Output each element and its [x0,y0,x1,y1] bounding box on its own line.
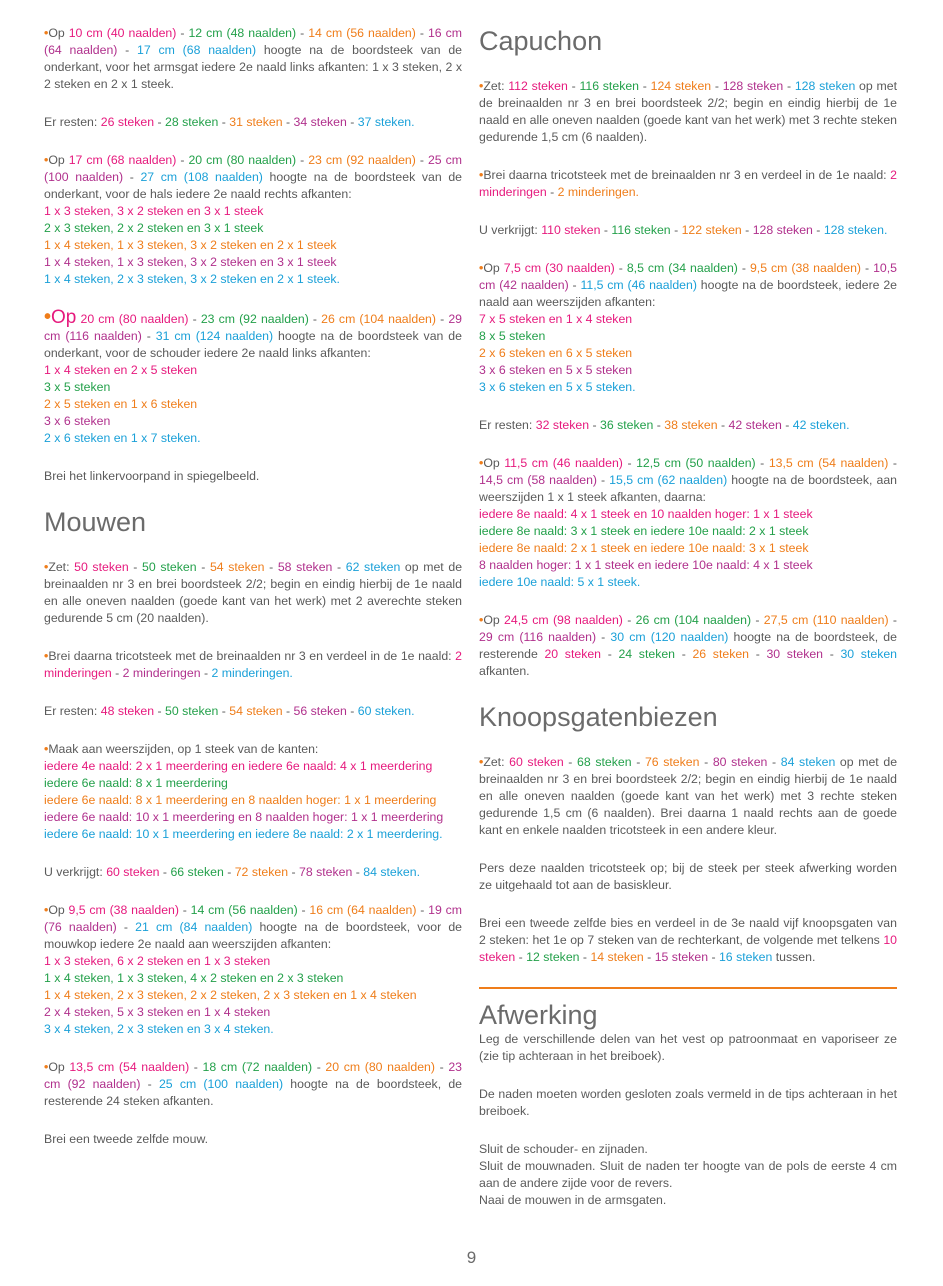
text-run: - [123,170,141,184]
text-run: - [653,418,665,432]
text-run: - [639,79,651,93]
text-run: 56 steken [293,704,347,718]
text-run: - [781,418,793,432]
size-line: 8 naalden hoger: 1 x 1 steek en iedere 10e naald: 4 x 1 steek [479,558,813,572]
text-run: Op [483,456,505,470]
text-run: 25 cm (100 naalden) [44,153,463,184]
text-run: 12 cm (48 naalden) [188,26,297,40]
text-run: 14 steken [590,950,644,964]
instruction-paragraph [44,306,462,447]
text-run: 7,5 cm (30 naalden) [503,261,615,275]
text-run: - [176,26,189,40]
text-run: 13,5 cm (54 naalden) [768,456,889,470]
text-run: 18 cm (72 naalden) [202,1060,313,1074]
size-line: Sluit de mouwnaden. Sluit de naden ter hoogte van de pols de eerste 4 cm aan de andere zijde voor de revers. [479,1159,897,1190]
bullet-dot-icon: • [44,306,52,328]
instruction-paragraph [479,860,897,894]
text-run: 37 steken. [357,115,415,129]
text-run: 23 cm (92 naalden) [44,1060,463,1091]
text-run: hoogte na de boordsteek, de resterende [479,630,897,661]
text-run: Maak aan weerszijden, op 1 steek van de kanten: [48,742,319,756]
instruction-paragraph [479,1086,897,1120]
text-run: op met de breinaalden nr 3 en brei boordsteek 2/2; begin en eindig hierbij de 1e naald en alle oneven naalden (goede kant van het werk) met 3 rechte steken gedurende 1,5 cm (6 naalden). Brei daarna 1 naald rechts aan de goede kant en enkele naalden tricotsteek in een andere kleur. [479,755,898,837]
text-run: Zet: [483,755,510,769]
text-run: - [416,903,429,917]
text-run: Brei daarna tricotsteek met de breinaalden nr 3 en verdeel in de 1e naald: [483,168,891,182]
text-run: 116 steken [579,79,640,93]
instruction-paragraph [44,1131,462,1148]
bullet-dot-icon: • [479,456,484,470]
text-run: - [200,666,212,680]
text-run: 30 steken [766,647,824,661]
size-line: 3 x 4 steken, 2 x 3 steken en 3 x 4 steken. [44,1022,274,1036]
instruction-paragraph [44,114,462,131]
text-run: - [563,755,578,769]
text-run: 50 steken [142,560,197,574]
instruction-paragraph [44,648,462,682]
text-run: - [312,1060,326,1074]
text-run: - [699,755,713,769]
size-line: iedere 6e naald: 10 x 1 meerdering en iedere 8e naald: 2 x 1 meerdering. [44,827,443,841]
text-run: - [196,560,210,574]
text-run: 11,5 cm (46 naalden) [504,456,623,470]
text-run: 38 steken [664,418,718,432]
text-run: 84 steken [780,755,836,769]
size-line: 1 x 3 steken, 3 x 2 steken en 3 x 1 steek [44,204,264,218]
text-run: 32 steken [535,418,590,432]
text-run: 12 steken [526,950,580,964]
text-run: - [622,613,636,627]
bullet-dot-icon: • [44,153,49,167]
text-run: 9,5 cm (38 naalden) [749,261,862,275]
text-run: Op [48,153,69,167]
text-run: - [117,43,138,57]
text-run: 9,5 cm (38 naalden) [68,903,179,917]
text-run: 16 cm (64 naalden) [309,903,417,917]
text-run: 42 steken. [792,418,850,432]
text-run: - [223,865,235,879]
size-line: 3 x 6 steken [44,414,111,428]
text-run: - [783,79,795,93]
text-run: - [296,26,309,40]
text-run: 26 cm (104 naalden) [321,312,436,326]
text-run: - [188,312,201,326]
bullet-dot-icon: • [44,560,49,574]
instruction-paragraph [479,260,897,396]
text-run: hoogte na de boordsteek, iedere 2e naald aan weerszijden afkanten: [479,278,898,309]
instruction-paragraph [479,222,897,239]
text-run: 24 steken [618,647,676,661]
text-run: - [288,865,299,879]
text-run: 17 cm (68 naalden) [137,43,257,57]
text-run: - [434,1060,449,1074]
size-line: 3 x 6 steken en 5 x 5 steken [479,363,633,377]
text-run: 68 steken [577,755,632,769]
text-run: - [589,418,600,432]
size-line: 2 x 3 steken, 2 x 2 steken en 3 x 1 steek [44,221,264,235]
text-run: - [218,704,230,718]
size-line: 1 x 4 steken, 1 x 3 steken, 3 x 2 steken en 3 x 1 steek [44,255,337,269]
text-run: 27,5 cm (110 naalden) [763,613,889,627]
text-run: 26 cm (104 naalden) [635,613,752,627]
text-run: 16 cm (64 naalden) [44,26,463,57]
text-run: De naden moeten worden gesloten zoals vermeld in de tips achteraan in het breiboek. [479,1087,897,1118]
text-run: Brei daarna tricotsteek met de breinaalden nr 3 en verdeel in de 1e naald: [48,649,456,663]
text-run: 60 steken. [357,704,415,718]
text-run: 62 steken [345,560,401,574]
text-run: 128 steken [722,79,784,93]
text-run: 116 steken [611,223,671,237]
page-number: 9 [466,1248,477,1267]
text-run: - [189,1060,203,1074]
instruction-paragraph [479,455,897,591]
size-line: 1 x 4 steken, 2 x 3 steken, 3 x 2 steken en 2 x 1 steek. [44,272,340,286]
text-run: hoogte na de boordsteek van de onderkant, voor de hals iedere 2e naald rechts afkanten: [44,170,462,201]
text-run: Er resten: [479,418,536,432]
instruction-paragraph [44,902,462,1038]
text-run: hoogte na de boordsteek, aan weerszijden 1 x 1 steek afkanten, daarna: [479,473,897,504]
text-run: 19 cm (76 naalden) [44,903,462,934]
bullet-dot-icon: • [44,742,49,756]
size-line: iedere 8e naald: 2 x 1 steek en iedere 10e naald: 3 x 1 steek [479,541,809,555]
instruction-paragraph [479,1031,897,1065]
text-run: Op [51,307,77,328]
instruction-paragraph [479,612,897,680]
size-line: 2 x 4 steken, 5 x 3 steken en 1 x 4 steken [44,1005,271,1019]
text-run: - [711,79,723,93]
instruction-paragraph [44,741,462,843]
text-run: - [812,223,824,237]
size-line: iedere 8e naald: 4 x 1 steek en 10 naalden hoger: 1 x 1 steek [479,507,813,521]
text-run: 50 steken [74,560,129,574]
section-divider [479,987,897,989]
text-run: - [597,473,610,487]
text-run: 66 steken [170,865,224,879]
size-line: 1 x 3 steken, 6 x 2 steken en 1 x 3 steken [44,954,271,968]
size-line: 8 x 5 steken [479,329,546,343]
text-run: 8,5 cm (34 naalden) [626,261,738,275]
text-run: 10 cm (40 naalden) [68,26,177,40]
text-run: - [717,418,729,432]
instruction-paragraph [44,559,462,627]
text-run: 14,5 cm (58 naalden) [479,473,598,487]
text-run: 14 cm (56 naalden) [190,903,298,917]
text-run: - [436,312,449,326]
text-run: - [296,153,309,167]
text-run: 24,5 cm (98 naalden) [504,613,623,627]
instruction-paragraph [44,468,462,485]
text-run: - [823,647,841,661]
text-run: - [415,153,428,167]
text-run: 29 cm (116 naalden) [44,312,462,343]
text-run: - [675,647,693,661]
bullet-dot-icon: • [44,903,49,917]
text-run: 78 steken [298,865,353,879]
text-run: 15 steken [654,950,709,964]
text-run: - [741,223,753,237]
instruction-paragraph [479,1141,897,1209]
text-run: - [568,278,581,292]
text-run: - [737,261,750,275]
text-run: - [751,613,764,627]
text-run: 54 steken [229,704,283,718]
text-run: - [346,704,358,718]
text-run: 15,5 cm (62 naalden) [609,473,728,487]
text-run: - [159,865,171,879]
bullet-dot-icon: • [479,79,484,93]
text-run: 80 steken [712,755,768,769]
text-run: 124 steken [650,79,712,93]
text-run: 12,5 cm (50 naalden) [636,456,756,470]
text-run: 10,5 cm (42 naalden) [479,261,898,292]
text-run: - [596,630,611,644]
text-run: 122 steken [681,223,742,237]
text-run: Op [48,26,69,40]
instruction-paragraph [44,25,462,93]
text-run: - [643,950,655,964]
text-run: - [111,666,123,680]
text-run: - [631,755,645,769]
text-run: - [282,115,294,129]
bullet-dot-icon: • [44,26,49,40]
text-run: - [218,115,230,129]
text-run: 110 steken [541,223,601,237]
text-run: - [308,312,322,326]
text-run: - [622,456,637,470]
size-line: iedere 8e naald: 3 x 1 steek en iedere 10e naald: 2 x 1 steek [479,524,809,538]
text-run: - [179,903,191,917]
size-line: 3 x 5 steken [44,380,111,394]
text-run: - [861,261,874,275]
instruction-paragraph [479,78,897,146]
text-run: - [346,115,358,129]
text-run: op met de breinaalden nr 3 en brei boordsteek 2/2; begin en eindig hierbij de 1e naald en alle oneven naalden (goede kant van het werk) met 3 rechte steken gedurende 1,5 cm (6 naalden). [479,79,897,144]
text-run: 26 steken [692,647,750,661]
size-line: 3 x 6 steken en 5 x 5 steken. [479,380,636,394]
text-run: - [708,950,719,964]
text-run: - [154,704,165,718]
text-run: 2 minderingen [122,666,201,680]
text-run: - [755,456,769,470]
text-run: 20 steken [544,647,602,661]
text-run: 60 steken [509,755,564,769]
text-run: 72 steken [234,865,289,879]
text-run: Op [48,1060,70,1074]
text-run: 2 minderingen [479,168,897,199]
bullet-dot-icon: • [479,613,484,627]
text-run: 128 steken [752,223,813,237]
text-run: Op [483,613,505,627]
text-run: 10 steken [479,933,897,964]
text-run: 20 cm (80 naalden) [325,1060,435,1074]
text-run: hoogte na de boordsteek van de onderkant, voor het armsgat iedere 2e naald links afkanten: 1 x 3 steken, 2 x 2 steken en 2 x 1 steek. [44,43,462,91]
text-run: 30 steken [840,647,898,661]
text-run: - [888,456,898,470]
text-run: Zet: [483,79,509,93]
bullet-dot-icon: • [479,261,484,275]
text-run: 128 steken. [823,223,888,237]
size-line: iedere 4e naald: 2 x 1 meerdering en iedere 6e naald: 4 x 1 meerdering [44,759,433,773]
text-run: 36 steken [600,418,654,432]
text-run: - [567,79,580,93]
instruction-paragraph [479,915,897,966]
text-run: Er resten: [44,704,101,718]
text-run: Op [483,261,504,275]
instruction-paragraph [479,417,897,434]
text-run: - [282,704,294,718]
text-run: 50 steken [165,704,219,718]
size-line: 1 x 4 steken en 2 x 5 steken [44,363,198,377]
size-line: 2 x 6 steken en 1 x 7 steken. [44,431,201,445]
text-run: - [128,560,143,574]
section-heading: Knoopsgatenbiezen [479,702,718,732]
text-run: 14 cm (56 naalden) [308,26,416,40]
text-run: 20 cm (80 naalden) [188,153,297,167]
text-run: Leg de verschillende delen van het vest op patroonmaat en vaporiseer ze (zie tip achteraan in het breiboek). [479,1032,897,1063]
size-line: 2 x 6 steken en 6 x 5 steken [479,346,633,360]
instruction-paragraph [44,864,462,881]
text-run: - [601,647,619,661]
text-run: hoogte na de boordsteek van de onderkant, voor de schouder iedere 2e naald links afkanten: [44,329,462,360]
size-line: Naai de mouwen in de armsgaten. [479,1193,667,1207]
text-run: - [515,950,527,964]
text-run: hoogte na de boordsteek, de resterende 24 steken afkanten. [44,1077,462,1108]
text-run: Sluit de schouder- en zijnaden. [479,1142,648,1156]
instruction-paragraph [44,1059,462,1110]
size-line: iedere 10e naald: 5 x 1 steek. [479,575,641,589]
instruction-paragraph [44,703,462,720]
size-line: 7 x 5 steken en 1 x 4 steken [479,312,633,326]
text-run: 128 steken [794,79,856,93]
text-run: 76 steken [644,755,700,769]
text-run: - [297,903,310,917]
text-run: Zet: [48,560,75,574]
text-run: Pers deze naalden tricotsteek op; bij de steek per steek afwerking worden ze uitgehaald tot aan de basiskleur. [479,861,897,892]
bullet-dot-icon: • [479,168,484,182]
size-line: 1 x 4 steken, 1 x 3 steken, 3 x 2 steken en 2 x 1 steek [44,238,337,252]
text-run: - [154,115,165,129]
right-column [479,25,897,1230]
text-run: 13,5 cm (54 naalden) [69,1060,190,1074]
section-heading: Mouwen [44,507,147,537]
text-run: 42 steken [728,418,782,432]
text-run: 17 cm (68 naalden) [68,153,177,167]
text-run: - [670,223,682,237]
size-line: 1 x 4 steken, 1 x 3 steken, 4 x 2 steken en 2 x 3 steken [44,971,344,985]
text-run: 2 minderingen. [557,185,639,199]
text-run: Brei een tweede zelfde mouw. [44,1132,209,1146]
text-run: 26 steken [100,115,155,129]
size-line: iedere 6e naald: 8 x 1 meerdering en 8 naalden hoger: 1 x 1 meerdering [44,793,437,807]
text-run: afkanten. [479,664,530,678]
text-run: - [546,185,558,199]
text-run: 54 steken [209,560,265,574]
text-run: hoogte na de boordsteek, voor de mouwkop iedere 2e naald aan weerszijden afkanten: [44,920,462,951]
text-run: 21 cm (84 naalden) [135,920,253,934]
text-run: - [600,223,612,237]
text-run: Er resten: [44,115,101,129]
instruction-paragraph [44,152,462,288]
text-run: - [116,920,136,934]
text-run: 30 cm (120 naalden) [610,630,729,644]
text-run: 23 cm (92 naalden) [308,153,416,167]
text-run: op met de breinaalden nr 3 en brei boordsteek 2/2; begin en eindig hierbij de 1e naald en alle oneven naalden (goede kant van het werk) met 2 averechte steken gedurende 5 cm (20 naalden). [44,560,463,625]
text-run: 29 cm (116 naalden) [479,630,597,644]
text-run: 16 steken [718,950,773,964]
text-run: 25 cm (100 naalden) [158,1077,284,1091]
size-line: iedere 6e naald: 10 x 1 meerdering en 8 naalden hoger: 1 x 1 meerdering [44,810,444,824]
text-run: - [332,560,346,574]
text-run: 84 steken. [363,865,420,879]
bullet-dot-icon: • [44,649,49,663]
text-run: 28 steken [165,115,219,129]
text-run: 112 steken [508,79,568,93]
text-run: Brei het linkervoorpand in spiegelbeeld. [44,469,260,483]
text-run: 27 cm (108 naalden) [140,170,263,184]
text-run: 31 cm (124 naalden) [155,329,274,343]
text-run: - [614,261,627,275]
text-run: - [415,26,428,40]
text-run: - [579,950,591,964]
text-run: 48 steken [100,704,155,718]
text-run: Op [48,903,69,917]
text-run: 2 minderingen [44,649,462,680]
text-run: 34 steken [293,115,347,129]
section-heading: Capuchon [479,26,603,56]
size-line: iedere 6e naald: 8 x 1 meerdering [44,776,228,790]
text-run: - [176,153,189,167]
text-run: Brei een tweede zelfde bies en verdeel in de 3e naald vijf knoopsgaten van 2 steken: het 1e op 7 steken van de rechterkant, de volgende met telkens [479,916,897,947]
bullet-dot-icon: • [44,1060,49,1074]
text-run: - [264,560,278,574]
text-run: 2 minderingen. [211,666,293,680]
text-run: - [140,1077,159,1091]
bullet-dot-icon: • [479,755,484,769]
text-run: U verkrijgt: [479,223,542,237]
text-run: 20 cm (80 naalden) [80,312,189,326]
text-run: - [767,755,781,769]
text-run: 58 steken [277,560,333,574]
text-run: 11,5 cm (46 naalden) [580,278,697,292]
text-run: 31 steken [229,115,283,129]
section-heading: Afwerking [479,1000,598,1030]
instruction-paragraph [479,754,897,839]
size-line: 2 x 5 steken en 1 x 6 steken [44,397,198,411]
text-run: - [888,613,897,627]
text-run: U verkrijgt: [44,865,107,879]
size-line: 1 x 4 steken, 2 x 3 steken, 2 x 2 steken, 2 x 3 steken en 1 x 4 steken [44,988,417,1002]
text-run: 23 cm (92 naalden) [200,312,309,326]
instruction-paragraph [479,167,897,201]
text-run: - [749,647,767,661]
text-run: 60 steken [106,865,160,879]
text-run: - [141,329,156,343]
text-run: tussen. [772,950,816,964]
text-run: - [352,865,364,879]
left-column [44,25,462,1169]
